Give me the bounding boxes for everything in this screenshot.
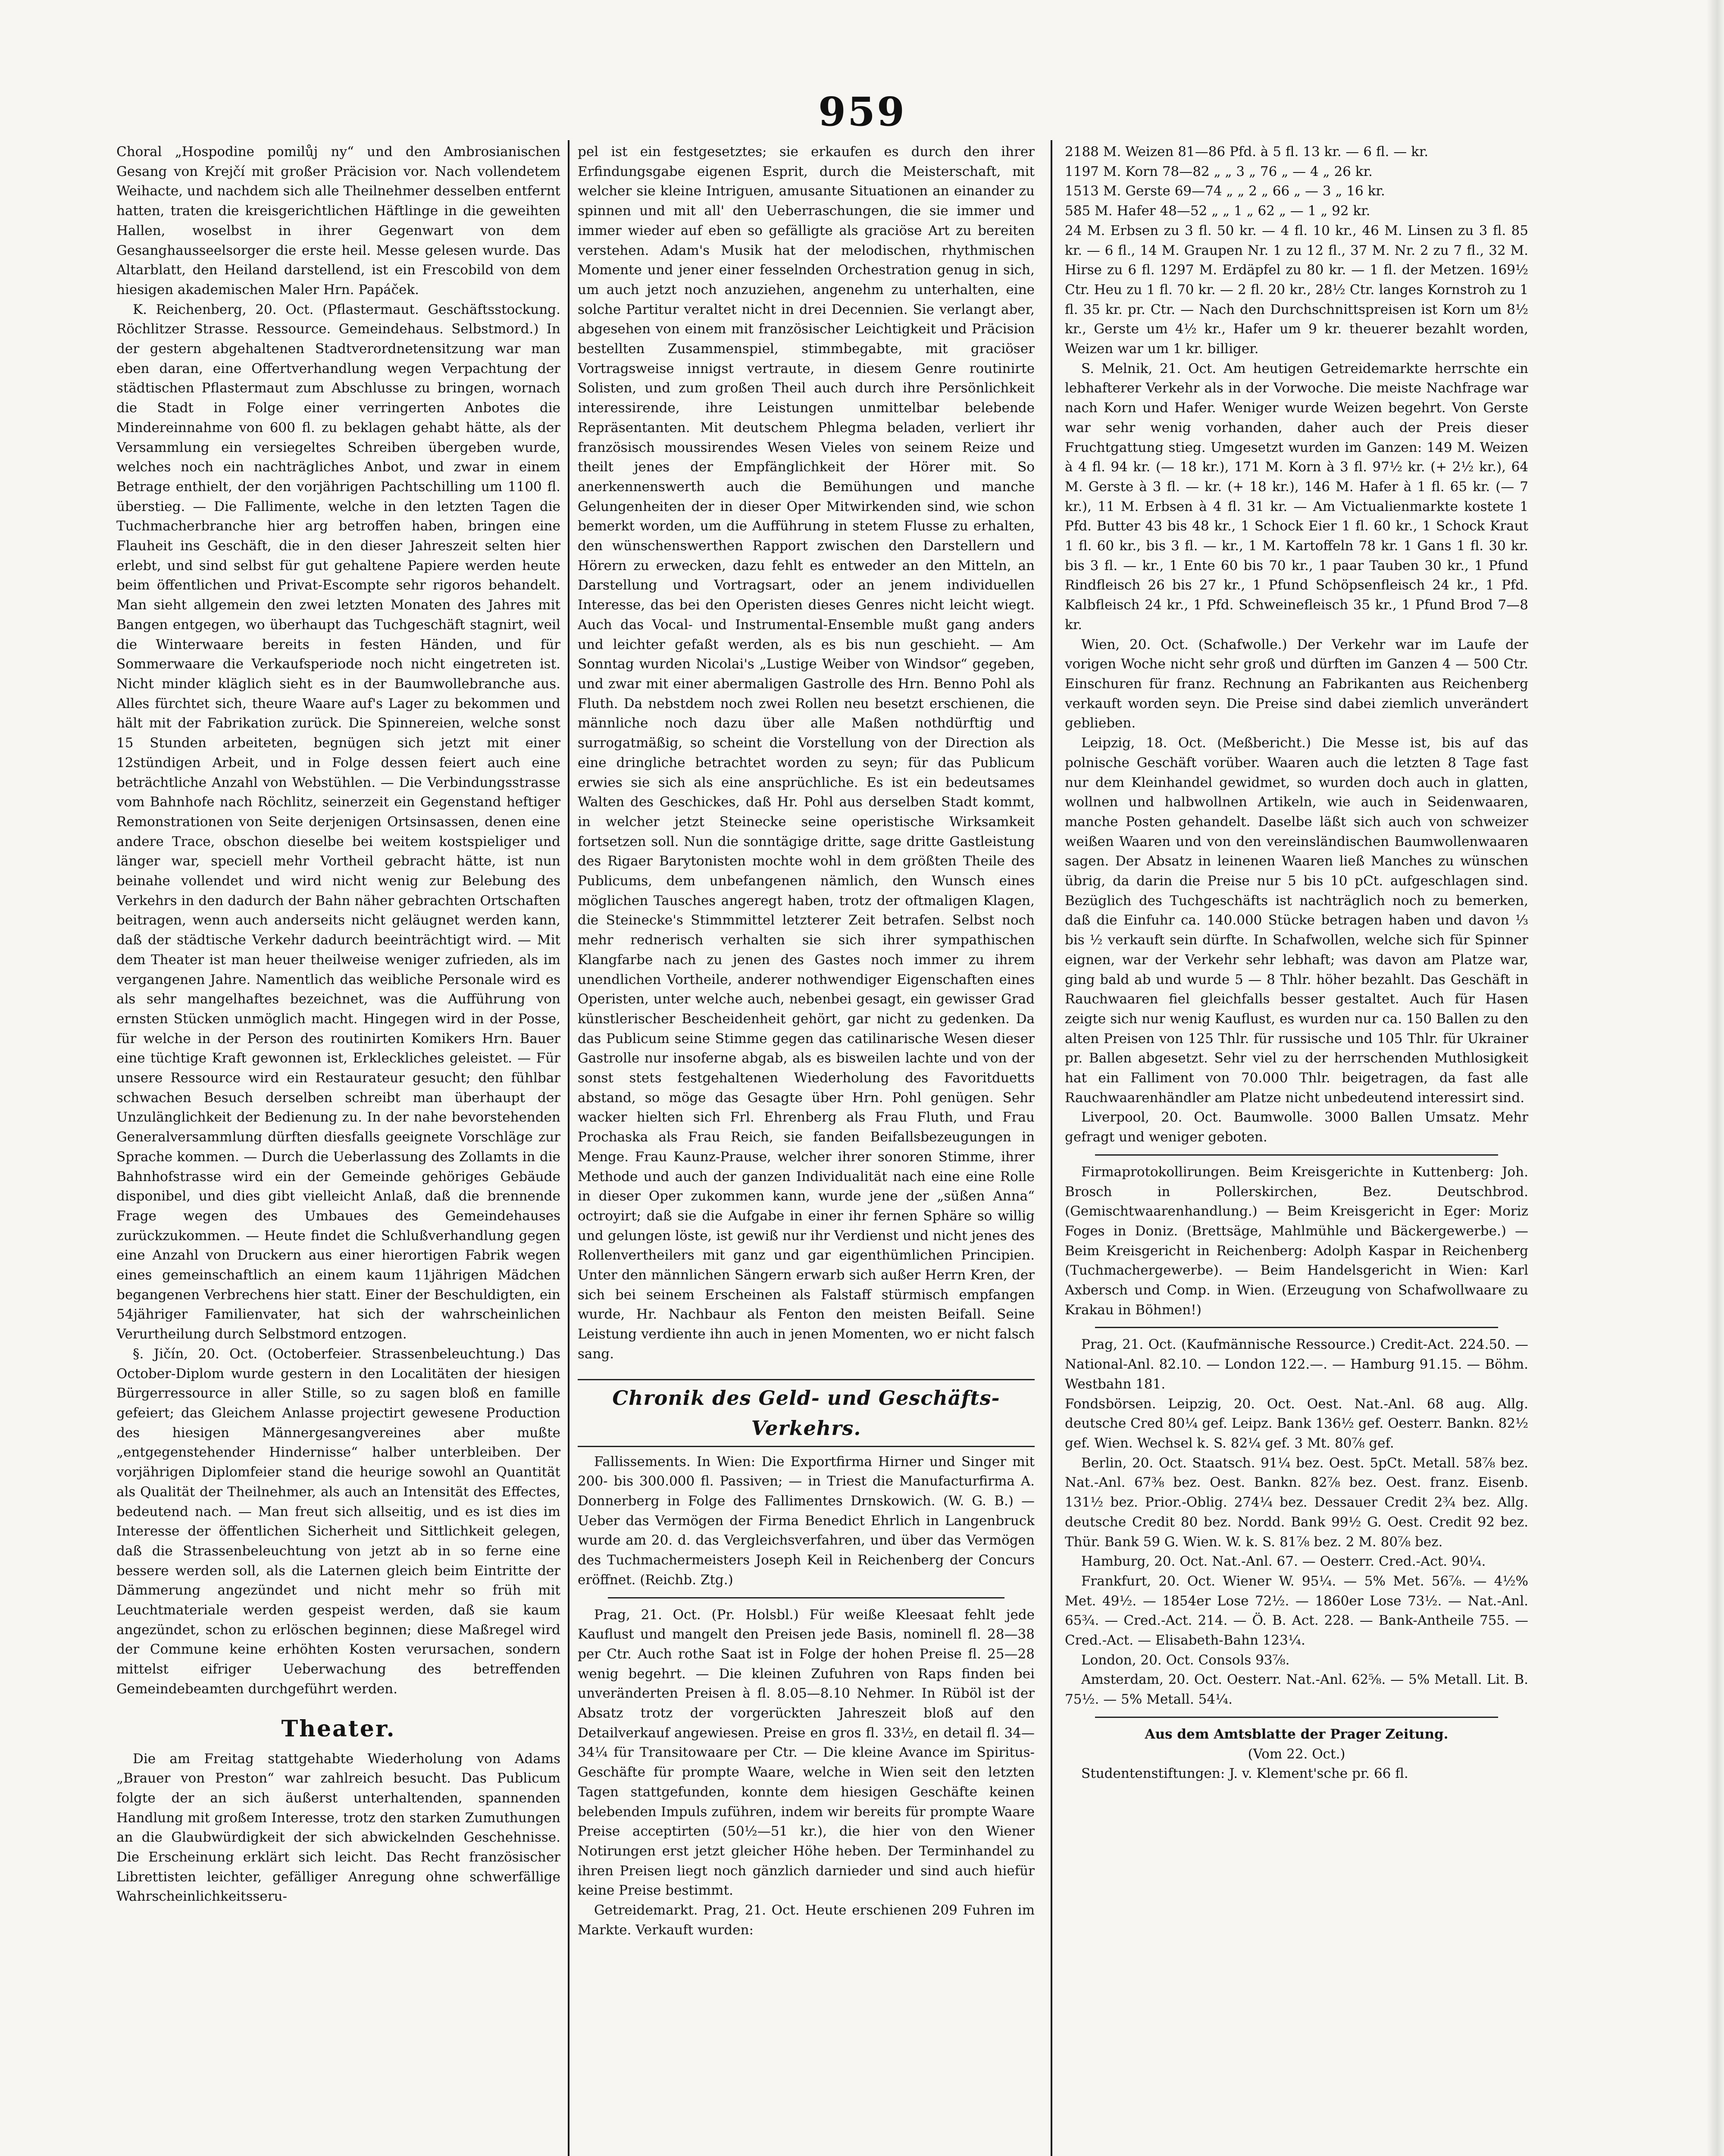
theater-continued-paragraph: pel ist ein festgesetztes; sie erkaufen es durch den ihrer Erfindungsgabe eigenen Esprit, durch die Meisterschaft, mit welcher sie kleine Intriguen, amusante Situationen an einander zu spinnen und mit all' den Ueberraschungen, die sie immer und immer wieder auf eben so gefälligte als graciöse Art zu bereiten verstehen. Adam's Musik hat der melodischen, rhythmischen Momente und jener einer fesselnden Orchestration genug in sich, um auch jetzt noch anzuziehen, angenehm zu unterhalten, eine solche Partitur veraltet nicht in drei Decennien. Sie verlangt aber, abgesehen von einem mit französischer Leichtigkeit und Präcision bestellten Zusammenspiel, stimmbegabte, mit graciöser Vortragsweise innigst vertraute, in diesem Genre routinirte Solisten, und zum großen Theil auch durch ihre Persönlichkeit interessirende, ihre Leistungen unmittelbar belebende Repräsentanten. Mit deutschem Phlegma beladen, verliert ihr französisch moussirendes Wesen Vieles von seinem Reize und theilt jenes der Empfänglichkeit der Hörer mit. So anerkennenswerth auch die Bemühungen und manche Gelungenheiten der in dieser Oper Mitwirkenden sind, wie schon bemerkt worden, um die Aufführung in stetem Flusse zu erhalten, den wünschenswerthen Rapport zwischen den Darstellern und Hörern zu erwecken, dazu fehlt es entweder an den Mitteln, an Darstellung und Vortragsart, oder an jenem individuellen Interesse, das bei den Operisten dieses Genres nicht leicht wiegt. Auch das Vocal- und Instrumental-Ensemble mußt gang anders und leichter gefaßt werden, als es bis nun geschieht. — Am Sonntag wurden Nicolai's „Lustige Weiber von Windsor“ gegeben, und zwar mit einer abermaligen Gastrolle des Hrn. Benno Pohl als Fluth. Da nebstdem noch zwei Rollen neu besetzt erschienen, die männliche noch dazu über alle Maßen nothdürftig und surrogatmäßig, so scheint die Vorstellung von der Direction als eine dringliche betrachtet worden zu seyn; für das Publicum erwies sie sich als eine ansprüchliche. Es ist ein bedeutsames Walten des Geschickes, daß Hr. Pohl aus derselben Stadt kommt, in welcher jetzt Steinecke seine operistische Wirksamkeit fortsetzen soll. Nun die sonntägige dritte, sage dritte Gastleistung des Rigaer Barytonisten mochte wohl in dem größten Theile des Publicums, dem unbefangenen nämlich, den Wunsch eines möglichen Tausches angeregt haben, trotz der oftmaligen Klagen, die Steinecke's Stimmmittel letzterer Zeit betrafen. Selbst noch mehr rednerisch verhalten sie sich ihrer sympathischen Klangfarbe nach zu jenen des Gastes noch immer zu ihrem unendlichen Vortheile, anderer nothwendiger Eigenschaften eines Operisten, unter welche auch, nebenbei gesagt, ein gewisser Grad künstlerischer Bescheidenheit gehört, gar nicht zu gedenken. Da das Publicum seine Stimme gegen das catilinarische Wesen dieser Gastrolle nur insoferne abgab, als es bisweilen lachte und von der sonst stets festgehaltenen Wiederholung des Favoritduetts abstand, so möge das Gesagte über Hrn. Pohl genügen. Sehr wacker hielten sich Frl. Ehrenberg als Frau Fluth, und Frau Prochaska als Frau Reich, sie fanden Beifallsbezeugungen in Menge. Frau Kaunz-Prause, welcher ihrer sonoren Stimme, ihrer Methode und auch der ganzen Individualität nach eine eine Rolle in dieser Oper zukommen kann, wurde jene der „süßen Anna“ octroyirt; daß sie die Aufgabe in einer ihr fernen Sphäre so willig und gelungen löste, ist gewiß nur ihr Verdienst und nicht jenes des Rollenvertheilers mit ganz und gar eigenthümlichen Principien. Unter den männlichen Sängern erwarb sich außer Herrn Kren, der sich bei seinem Erscheinen als Falstaff stürmisch empfangen wurde, Hr. Nachbaur als Fenton den meisten Beifall. Seine Leistung verdiente ihn auch in jenen Momenten, wo er nicht falsch sang. bbox=[578, 144, 1035, 1362]
getreide-row: 585 M. Hafer 48—52 „ „ 1 „ 62 „ — 1 „ 92 kr. bbox=[1065, 203, 1370, 219]
getreide-row: 1197 M. Korn 78—82 „ „ 3 „ 76 „ — 4 „ 26 kr. bbox=[1065, 163, 1373, 179]
fondsboersen-paragraph: Fondsbörsen. Leipzig, 20. Oct. Oest. Nat.-Anl. 68 aug. Allg. deutsche Cred 80¼ gef. Leipz. Bank 136½ gef. Oesterr. Bankn. 82½ gef. Wien. Wechsel k. S. 82¼ gef. 3 Mt. 80⅞ gef. bbox=[1065, 1396, 1528, 1451]
theater-paragraph: Die am Freitag stattgehabte Wiederholung von Adams „Brauer von Preston“ war zahlreich besucht. Das Publicum folgte der an sich äußerst unterhaltenden, spannenden Handlung mit großem Interesse, trotz den starken Zumuthungen an die Glaubwürdigkeit der sich abwickelnden Geschehnisse. Die Erscheinung erklärt sich leicht. Das Recht französischer Librettisten leichter, gefälliger Anregung ohne schwerfällige Wahrscheinlichkeitsseru- bbox=[116, 1751, 560, 1905]
getreide-paragraph: 24 M. Erbsen zu 3 fl. 50 kr. — 4 fl. 10 kr., 46 M. Linsen zu 3 fl. 85 kr. — 6 fl., 14 M. Graupen Nr. 1 zu 12 fl., 37 M. Nr. 2 zu 7 fl., 32 M. Hirse zu 6 fl. 1297 M. Erdäpfel zu 80 kr. — 1 fl. der Metzen. 169½ Ctr. Heu zu 1 fl. 70 kr. — 2 fl. 20 kr., 28½ Ctr. langes Kornstroh zu 1 fl. 35 kr. pr. Ctr. — Nach den Durchschnittspreisen ist Korn um 8½ kr., Gerste um 4½ kr., Hafer um 9 kr. theuerer bezahlt worden, Weizen war um 1 kr. billiger. bbox=[1065, 222, 1528, 357]
middle-column bbox=[578, 142, 1035, 2156]
melnik-paragraph: S. Melnik, 21. Oct. Am heutigen Getreidemarkte herrschte ein lebhafterer Verkehr als in der Vorwoche. Die meiste Nachfrage war nach Korn und Hafer. Weniger wurde Weizen begehrt. Von Gerste war sehr wenig vorhanden, daher auch der Preis dieser Fruchtgattung stieg. Umgesetzt wurden im Ganzen: 149 M. Weizen à 4 fl. 94 kr. (— 18 kr.), 171 M. Korn à 3 fl. 97½ kr. (+ 2½ kr.), 64 M. Gerste à 3 fl. — kr. (+ 18 kr.), 146 M. Hafer à 1 fl. 65 kr. (— 7 kr.), 11 M. Erbsen à 4 fl. 31 kr. — Am Victualienmarkte kostete 1 Pfd. Butter 43 bis 48 kr., 1 Schock Eier 1 fl. 60 kr., 1 Schock Kraut 1 fl. 60 kr., bis 3 fl. — kr., 1 M. Kartoffeln 78 kr. 1 Gans 1 fl. 30 kr. bis 3 fl. — kr., 1 Ente 60 bis 70 kr., 1 paar Tauben 30 kr., 1 Pfund Rindfleisch 26 bis 27 kr., 1 Pfund Schöpsenfleisch 24 kr., 1 Pfd. Kalbfleisch 24 kr., 1 Pfd. Schweinefleisch 35 kr., 1 Pfund Brod 7—8 kr. bbox=[1065, 360, 1528, 633]
liverpool-paragraph: Liverpool, 20. Oct. Baumwolle. 3000 Ballen Umsatz. Mehr gefragt und weniger geboten. bbox=[1065, 1109, 1528, 1145]
article-paragraph: K. Reichenberg, 20. Oct. (Pflastermaut. Geschäftsstockung. Röchlitzer Strasse. Ressource. Gemeindehaus. Selbstmord.) In der gestern abgehaltenen Stadtverordnetensitzung war man eben daran, eine Offertverhandlung wegen Verpachtung der städtischen Pflastermaut zum Abschlusse zu bringen, wornach die Stadt in Folge einer verringerten Anbotes die Mindereinnahme von 600 fl. zu beklagen gehabt hätte, als der Versammlung ein versiegeltes Schreiben übergeben wurde, welches noch ein nachträgliches Anbot, und zwar in einem Betrage enthielt, der den vorjährigen Pachtschilling um 1100 fl. überstieg. — Die Fallimente, welche in den letzten Tagen die Tuchmacherbranche hier arg betroffen haben, bringen eine Flauheit ins Geschäft, die in den dieser Jahreszeit selten hier erlebt, und sind selbst für gut gehaltene Papiere werden heute beim öffentlichen und Privat-Escompte sehr rigoros behandelt. Man sieht allgemein den zwei letzten Monaten des Jahres mit Bangen entgegen, wo überhaupt das Tuchgeschäft stagnirt, weil die Winterwaare bereits in festen Händen, und für Sommerwaare die Verkaufsperiode noch nicht eingetreten ist. Nicht minder kläglich sieht es in der Baumwollebranche aus. Alles fürchtet sich, theure Waare auf's Lager zu bekommen und hält mit der Fabrikation zurück. Die Spinnereien, welche sonst 15 Stunden arbeiteten, begnügen sich jetzt mit einer 12stündigen Arbeit, und in Folge dessen feiert auch eine beträchtliche Anzahl von Webstühlen. — Die Verbindungsstrasse vom Bahnhofe nach Röchlitz, seinerzeit ein Gegenstand heftiger Remonstrationen von Seite derjenigen Ortsinsassen, denen eine andere Trace, obschon dieselbe bei weitem kostspieliger und länger war, speciell mehr Vortheil gebracht hätte, ist nun beinahe vollendet und wird nicht wenig zur Belebung des Verkehrs in den dadurch der Bahn näher gebrachten Ortschaften beitragen, wenn auch anderseits nicht geläugnet werden kann, daß der städtische Verkehr dadurch beeinträchtigt wird. — Mit dem Theater ist man heuer theilweise weniger zufrieden, als im vergangenen Jahre. Namentlich das weibliche Personale wird es als sehr mangelhaftes bezeichnet, was die Aufführung von ernsten Stücken unmöglich macht. Hingegen wird in der Posse, für welche in der Person des routinirten Komikers Hrn. Bauer eine tüchtige Kraft gewonnen ist, Erkleckliches geleistet. — Für unsere Ressource wird ein Restaurateur gesucht; den fühlbar schwachen Besuch derselben schreibt man überhaupt der Unzulänglichkeit der Bedienung zu. In der nahe bevorstehenden Generalversammlung dürften diesfalls geeignete Vorschläge zur Sprache kommen. — Durch die Ueberlassung des Zollamts in die Bahnhofstrasse wird ein der Gemeinde gehöriges Gebäude disponibel, und dies gibt vielleicht Anlaß, daß die brennende Frage wegen des Umbaues des Gemeindehauses zurückzukommen. — Heute findet die Schlußverhandlung gegen eine Anzahl von Druckern aus einer hierortigen Fabrik wegen eines gemeinschaftlich an einem kaum 11jährigen Mädchen begangenen Verbrechens hier statt. Einer der Beschuldigten, ein 54jähriger Familienvater, hat sich der wahrscheinlichen Verurtheilung durch Selbstmord entzogen. bbox=[116, 301, 560, 1342]
getreide-row: 2188 M. Weizen 81—86 Pfd. à 5 fl. 13 kr. — 6 fl. — kr. bbox=[1065, 144, 1429, 160]
prag-boerse-paragraph: Prag, 21. Oct. (Kaufmännische Ressource.) Credit-Act. 224.50. — National-Anl. 82.10. — London 122.—. — Hamburg 91.15. — Böhm. Westbahn 181. bbox=[1065, 1337, 1528, 1392]
berlin-paragraph: Berlin, 20. Oct. Staatsch. 91¼ bez. Oest. 5pCt. Metall. 58⅞ bez. Nat.-Anl. 67⅜ bez. Oest. Bankn. 82⅞ bez. Oest. franz. Eisenb. 131½ bez. Prior.-Oblig. 274¼ bez. Dessauer Credit 2¾ bez. Allg. deutsche Credit 80 bez. Nordd. Bank 99½ G. Oest. Credit 92 bez. Thür. Bank 59 G. Wien. W. k. S. 81⅞ bez. 2 M. 80⅞ bez. bbox=[1065, 1455, 1528, 1550]
fallissements-paragraph: Fallissements. In Wien: Die Exportfirma Hirner und Singer mit 200- bis 300.000 fl. Passiven; — in Triest die Manufacturfirma A. Donnerberg in Folge des Fallimentes Drnskowich. (W. G. B.) — Ueber das Vermögen der Firma Benedict Ehrlich in Langenbruck wurde am 20. d. das Vergleichsverfahren, und über das Vermögen des Tuchmachermeisters Joseph Keil in Reichenberg der Concurs eröffnet. (Reichb. Ztg.) bbox=[578, 1454, 1035, 1588]
section-divider bbox=[1095, 1154, 1498, 1156]
prag-produkten-paragraph: Prag, 21. Oct. (Pr. Holsbl.) Für weiße Kleesaat fehlt jede Kauflust und mangelt den Preisen jede Basis, nominell fl. 28—38 per Ctr. Auch rothe Saat ist in Folge der hohen Preise fl. 25—28 wenig begehrt. — Die kleinen Zufuhren von Raps finden bei unveränderten Preisen à fl. 8.05—8.10 Nehmer. In Rüböl ist der Absatz trotz der vorgerückten Jahreszeit bloß auf den Detailverkauf angewiesen. Preise en gros fl. 33½, en detail fl. 34—34¼ für Transitowaare per Ctr. — Die kleine Avance im Spiritus-Geschäfte für prompte Waare, welche in Wien seit den letzten Tagen stattgefunden, konnte dem hiesigen Geschäfte keinen belebenden Impuls zuführen, indem wir bereits für prompte Waare Preise acceptirten (50½—51 kr.), die hier von den Wiener Notirungen erst jetzt gleicher Höhe heben. Der Terminhandel zu ihren Preisen liegt noch gänzlich darnieder und sind auch hiefür keine Preise bestimmt. bbox=[578, 1607, 1035, 1899]
section-divider bbox=[1095, 1717, 1498, 1718]
right-column bbox=[1065, 142, 1528, 2156]
london-paragraph: London, 20. Oct. Consols 93⅞. bbox=[1081, 1652, 1290, 1668]
getreidemarkt-paragraph: Getreidemarkt. Prag, 21. Oct. Heute erschienen 209 Fuhren im Markte. Verkauft wurden: bbox=[578, 1902, 1035, 1938]
page-edge bbox=[1707, 0, 1724, 2156]
article-paragraph: Choral „Hospodine pomilůj ny“ und den Ambrosianischen Gesang von Krejčí mit großer Präcision vor. Nach vollendetem Weihacte, und nachdem sich alle Theilnehmer desselben entfernt hatten, traten die kreisgerichtlichen Häftlinge in die geweihten Hallen, woselbst in ihrer Gegenwart von dem Gesanghausseelsorger die erste heil. Messe gelesen wurde. Das Altarblatt, den Heiland darstellend, ist ein Frescobild von dem hiesigen akademischen Maler Hrn. Papáček. bbox=[116, 144, 560, 298]
left-column bbox=[116, 142, 560, 2156]
amsterdam-paragraph: Amsterdam, 20. Oct. Oesterr. Nat.-Anl. 62⅝. — 5% Metall. Lit. B. 75½. — 5% Metall. 54¼. bbox=[1065, 1672, 1528, 1708]
getreide-row: 1513 M. Gerste 69—74 „ „ 2 „ 66 „ — 3 „ 16 kr. bbox=[1065, 183, 1385, 199]
studentenstiftungen-paragraph: Studentenstiftungen: J. v. Klement'sche pr. 66 fl. bbox=[1081, 1766, 1408, 1782]
section-divider bbox=[1095, 1327, 1498, 1328]
firmaprotokollirungen-paragraph: Firmaprotokollirungen. Beim Kreisgerichte in Kuttenberg: Joh. Brosch in Pollerskirchen, Bez. Deutschbrod. (Gemischtwaarenhandlung.) — Beim Kreisgericht in Eger: Moriz Foges in Doniz. (Brettsäge, Mahlmühle und Bäckergewerbe.) — Beim Kreisgericht in Reichenberg: Adolph Kaspar in Reichenberg (Tuchmachergewerbe). — Beim Handelsgericht in Wien: Karl Axbersch und Comp. in Wien. (Erzeugung von Schafwollwaare zu Krakau in Böhmen!) bbox=[1065, 1164, 1528, 1318]
section-divider bbox=[608, 1597, 1004, 1598]
frankfurt-paragraph: Frankfurt, 20. Oct. Wiener W. 95¼. — 5% Met. 56⅞. — 4½% Met. 49½. — 1854er Lose 72½. — 1860er Lose 73½. — Nat.-Anl. 65¾. — Cred.-Act. 214. — Ö. B. Act. 228. — Bank-Antheile 755. — Cred.-Act. — Elisabeth-Bahn 123¼. bbox=[1065, 1573, 1528, 1648]
chronik-heading: Chronik des Geld- und Geschäfts-Verkehrs. bbox=[578, 1379, 1035, 1447]
column-rule bbox=[568, 140, 569, 2156]
column-rule bbox=[1051, 140, 1052, 2156]
hamburg-paragraph: Hamburg, 20. Oct. Nat.-Anl. 67. — Oesterr. Cred.-Act. 90¼. bbox=[1081, 1554, 1486, 1570]
theater-heading: Theater. bbox=[281, 1715, 396, 1742]
amtsblatt-date: (Vom 22. Oct.) bbox=[1248, 1746, 1345, 1762]
leipzig-paragraph: Leipzig, 18. Oct. (Meßbericht.) Die Messe ist, bis auf das polnische Geschäft vorüber. Waaren auch die letzten 8 Tage fast nur dem Kleinhandel gewidmet, so wurden doch auch in glatten, wollnen und halbwollnen Artikeln, wie auch in Seidenwaaren, manche Posten gehandelt. Daselbe läßt sich auch von schweizer weißen Waaren und von den vereinsländischen Baumwollenwaaren sagen. Der Absatz in leinenen Waaren ließ Manches zu wünschen übrig, da darin die Preise nur 5 bis 10 pCt. aufgeschlagen sind. Bezüglich des Tuchgeschäfts ist nachträglich noch zu bemerken, daß die Einfuhr ca. 140.000 Stücke betragen haben und davon ⅓ bis ½ verkauft sein dürfte. In Schafwollen, welche sich für Spinner eignen, war der Verkehr sehr lebhaft; was davon am Platze war, ging bald ab und wurde 5 — 8 Thlr. höher bezahlt. Das Geschäft in Rauchwaaren fiel gleichfalls besser gestaltet. Auch für Hasen zeigte sich nur wenig Kauflust, es wurden nur ca. 150 Ballen zu den alten Preisen von 125 Thlr. für russische und 105 Thlr. für Ukrainer pr. Ballen abgesetzt. Sehr viel zu der herrschenden Muthlosigkeit hat ein Falliment von 70.000 Thlr. beigetragen, da fast alle Rauchwaarenhändler am Platze nicht unbedeutend interessirt sind. bbox=[1065, 735, 1528, 1106]
article-paragraph: §. Jičín, 20. Oct. (Octoberfeier. Strassenbeleuchtung.) Das October-Diplom wurde gestern in den Localitäten der hiesigen Bürgerressource in aller Stille, so zu sagen bloß en famille gefeiert; das Gleichem Anlasse projectirt gewesene Production des hiesigen Männergesangvereines aber mußte „entgegenstehender Hindernisse“ halber unterbleiben. Der vorjährigen Diplomfeier stand die heurige sowohl an Quantität als Qualität der Theilnehmer, als auch an Intensität des Effectes, bedeutend nach. — Man freut sich allseitig, und es ist dies im Interesse der öffentlichen Sicherheit und Sittlichkeit gelegen, daß die Strassenbeleuchtung von jetzt ab in so ferne eine bessere werden soll, als die Laternen gleich beim Eintritte der Dämmerung angezündet und nicht mehr so früh mit Leuchtmateriale werden gespeist werden, daß sie kaum angezündet, schon zu erlöschen beginnen; diese Maßregel wird der Commune keine erhöhten Kosten verursachen, sondern mittelst eifriger Ueberwachung des betreffenden Gemeindebeamten durchgeführt werden. bbox=[116, 1346, 560, 1697]
wien-schafwolle-paragraph: Wien, 20. Oct. (Schafwolle.) Der Verkehr war im Laufe der vorigen Woche nicht sehr groß und dürften im Ganzen 4 — 500 Ctr. Einschuren für franz. Rechnung an Fabrikanten aus Reichenberg verkauft worden seyn. Die Preise sind dabei ziemlich unverändert geblieben. bbox=[1065, 636, 1528, 731]
amtsblatt-heading: Aus dem Amtsblatte der Prager Zeitung. bbox=[1145, 1726, 1449, 1742]
page-number: 959 bbox=[818, 88, 907, 135]
